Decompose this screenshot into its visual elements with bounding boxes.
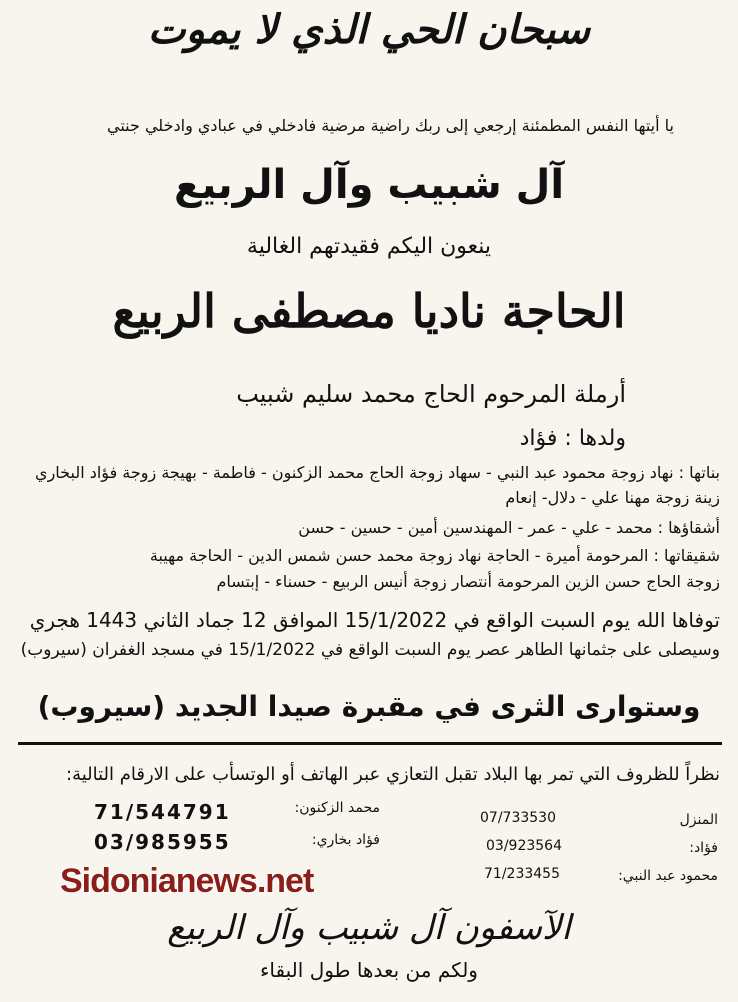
site-watermark: Sidonianews.net [60,862,314,900]
prayer-line: وسيصلى على جثمانها الطاهر عصر يوم السبت الواقع في 15/1/2022 في مسجد الغفران (سيروب) [20,640,720,660]
contact-phone-home: 07/733530 [480,810,556,826]
brothers-line: أشقاؤها : محمد - علي - عمر - المهندسين أمين - حسين - حسن [298,518,720,537]
son-line: ولدها : فؤاد [519,426,626,451]
contact-phone-mahmoud: 71/233455 [484,866,560,882]
contact-phone-zaknoun: 71/544791 [94,800,231,824]
contact-label-bukhari: فؤاد بخاري: [311,832,380,848]
deceased-name: الحاجة ناديا مصطفى الربيع [112,284,626,338]
death-date-line: توفاها الله يوم السبت الواقع في 15/1/2022 الموافق 12 جماد الثاني 1443 هجري [29,608,720,632]
contact-label-home: المنزل [679,812,718,828]
contact-phone-fouad: 03/923564 [486,838,562,854]
widow-line: أرملة المرحوم الحاج محمد سليم شبيب [236,380,626,408]
burial-line: وستوارى الثرى في مقبرة صيدا الجديد (سيروب) [37,690,701,723]
contact-phone-bukhari: 03/985955 [94,830,231,854]
top-verse: سبحان الحي الذي لا يموت [147,6,591,53]
sisters-line: شقيقاتها : المرحومة أميرة - الحاجة نهاد زوجة محمد حسن شمس الدين - الحاجة مهيبة [149,546,720,565]
quran-verse: يا أيتها النفس المطمئنة إرجعي إلى ربك راضية مرضية فادخلي في عبادي وادخلي جنتي [107,116,674,135]
signature-line: الآسفون آل شبيب وآل الربيع [167,908,571,948]
daughters-line: بناتها : نهاد زوجة محمود عبد النبي - سهاد زوجة الحاج محمد الزكنون - فاطمة - بهيجة زوجة فؤاد البخاري [35,463,720,482]
families-heading: آل شبيب وآل الربيع [173,162,565,208]
contact-label-mahmoud: محمود عبد النبي: [618,868,718,884]
contact-label-zaknoun: محمد الزكنون: [294,800,380,816]
daughters-line-2: زينة زوجة مهنا علي - دلال- إنعام [505,488,720,507]
mourn-line: ينعون اليكم فقيدتهم الغالية [246,234,492,259]
section-divider [18,742,722,745]
sisters-line-2: زوجة الحاج حسن الزين المرحومة أنتصار زوجة أنيس الربيع - حسناء - إبتسام [216,572,720,591]
closing-line: ولكم من بعدها طول البقاء [260,958,478,982]
condolence-intro: نظراً للظروف التي تمر بها البلاد تقبل التعازي عبر الهاتف أو الوتسأب على الارقام التالية: [66,764,720,785]
contact-label-fouad: فؤاد: [689,840,718,856]
